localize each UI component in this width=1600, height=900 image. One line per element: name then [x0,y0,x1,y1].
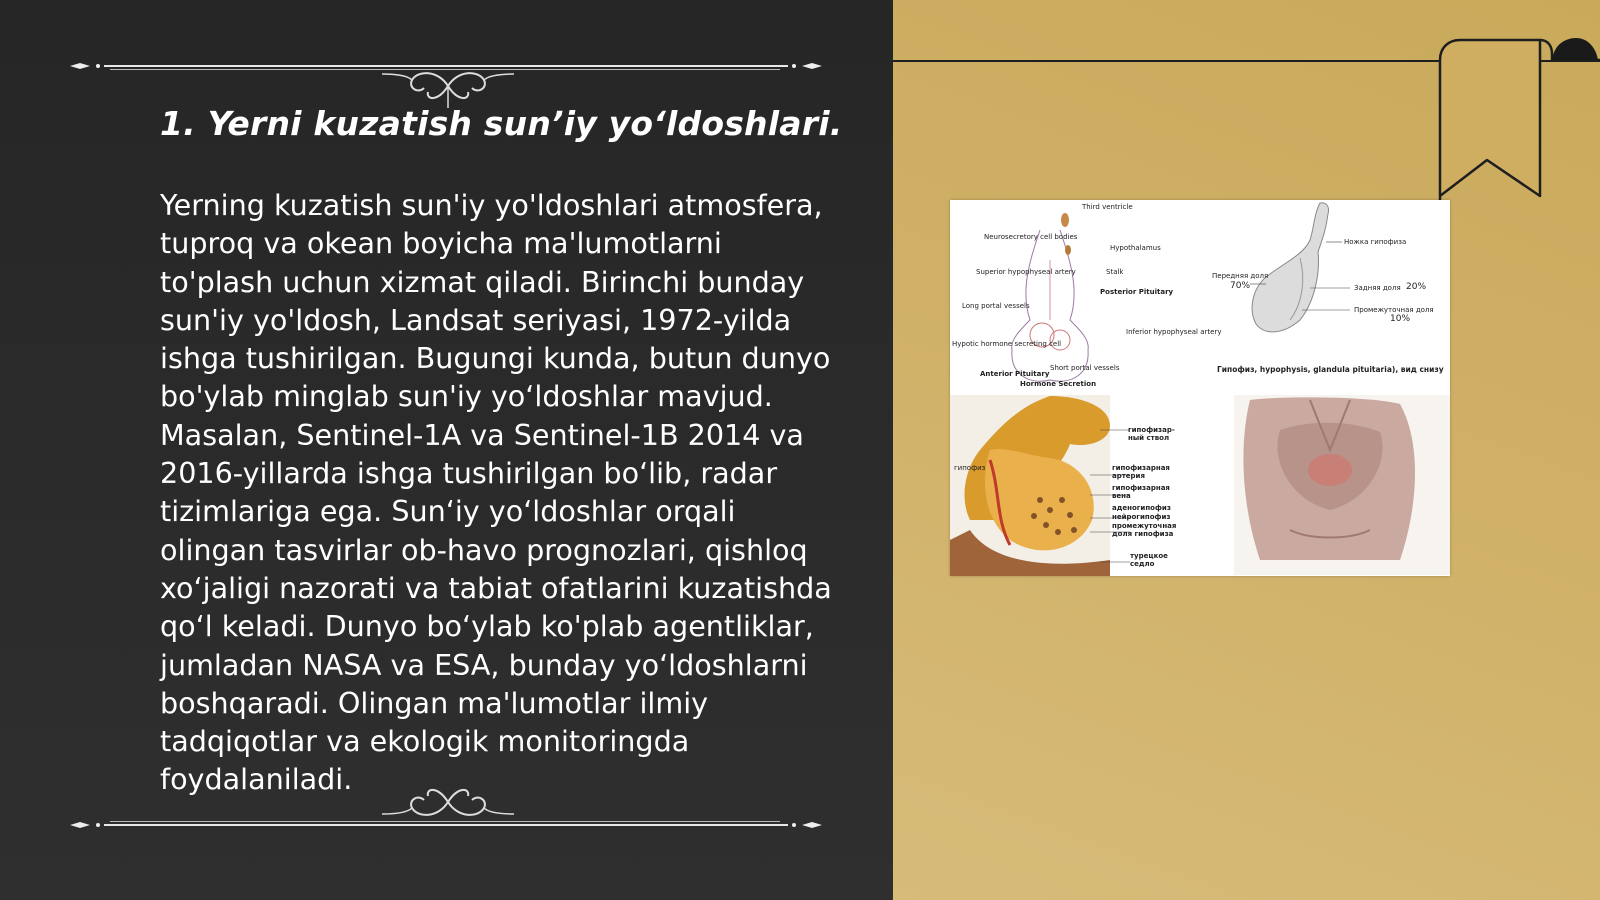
slide-body-text: Yerning kuzatish sun'iy yo'ldoshlari atmosfera, tuproq va okean boyicha ma'lumotlarni to'plash uchun xizmat qiladi. Birinchi bunday sun'iy yo'ldosh, Landsat seriyasi, 1972-yilda ishga tushirilgan. Bugungi kunda, butun dunyo bo'ylab minglab sun'iy yo‘ldoshlar mavjud. Masalan, Sentinel-1A va Sentinel-1B 2014 va 2016-yillarda ishga tushirilgan bo‘lib, radar tizimlariga ega. Sun‘iy yo‘ldoshlar orqali olingan tasvirlar ob-havo prognozlari, qishloq xo‘jaligi nazorati va tabiat ofatlarini kuzatishda qo‘l keladi. Dunyo bo‘ylab ko'plab agentliklar, jumladan NASA va ESA, bunday yo‘ldoshlarni boshqaradi. Olingan ma'lumotlar ilmiy tadqiqotlar va ekologik monitoringda foydalaniladi. [160,188,832,797]
label-short-portal-vessels: Short portal vessels [1050,364,1120,372]
label-pituitary-stalk: Ножка гипофиза [1344,238,1407,246]
anatomy-drawings [950,200,1450,576]
label-pituitary-artery: гипофизарная артерия [1112,464,1170,480]
label-inferior-hypophyseal-artery: Inferior hypophyseal artery [1126,328,1222,336]
pituitary-anatomy-figure [950,200,1450,576]
label-hypophysis: гипофиз [954,464,986,472]
label-hypothalamus: Hypothalamus [1110,244,1161,252]
slide-title: 1. Yerni kuzatish sun’iy yo‘ldoshlari. [160,104,843,143]
label-neurohypophysis: нейрогипофиз [1112,513,1171,521]
label-anterior-lobe: Передняя доля [1212,272,1269,280]
label-pituitary-stem: гипофизар-ный ствол [1128,426,1175,442]
label-adenohypophysis: аденогипофиз [1112,504,1171,512]
bottom-ornament-line [70,818,822,832]
label-anterior-pituitary: Anterior Pituitary [980,370,1050,378]
label-sella-turcica: турецкое седло [1130,552,1168,568]
label-intermediate-lobe-ru: промежуточная доля гипофиза [1112,522,1177,538]
label-posterior-pituitary: Posterior Pituitary [1100,288,1174,296]
label-hormone-secretion: Hormone Secretion [1020,380,1097,388]
posterior-lobe-percent: 20% [1406,282,1427,292]
label-posterior-lobe: Задняя доля [1354,284,1401,292]
label-neurosecretory-cells: Neurosecretory cell bodies [984,233,1078,241]
anterior-lobe-percent: 70% [1230,281,1251,291]
intermediate-lobe-percent: 10% [1390,314,1411,324]
label-hormone-secreting-cell: Hypotic hormone secreting cell [952,340,1062,348]
label-intermediate-lobe: Промежуточная доля [1354,306,1434,314]
label-stalk: Stalk [1106,268,1124,276]
label-superior-hypophyseal-artery: Superior hypophyseal artery [976,268,1076,276]
label-long-portal-vessels: Long portal vessels [962,302,1030,310]
label-third-ventricle: Third ventricle [1082,203,1133,211]
top-flourish-ornament [378,68,518,108]
figure-caption: Гипофиз, hypophysis, glandula pituitaria), вид снизу [1217,365,1444,374]
label-pituitary-vein: гипофизарная вена [1112,484,1170,500]
bookmark-ribbon-icon [1430,30,1600,200]
